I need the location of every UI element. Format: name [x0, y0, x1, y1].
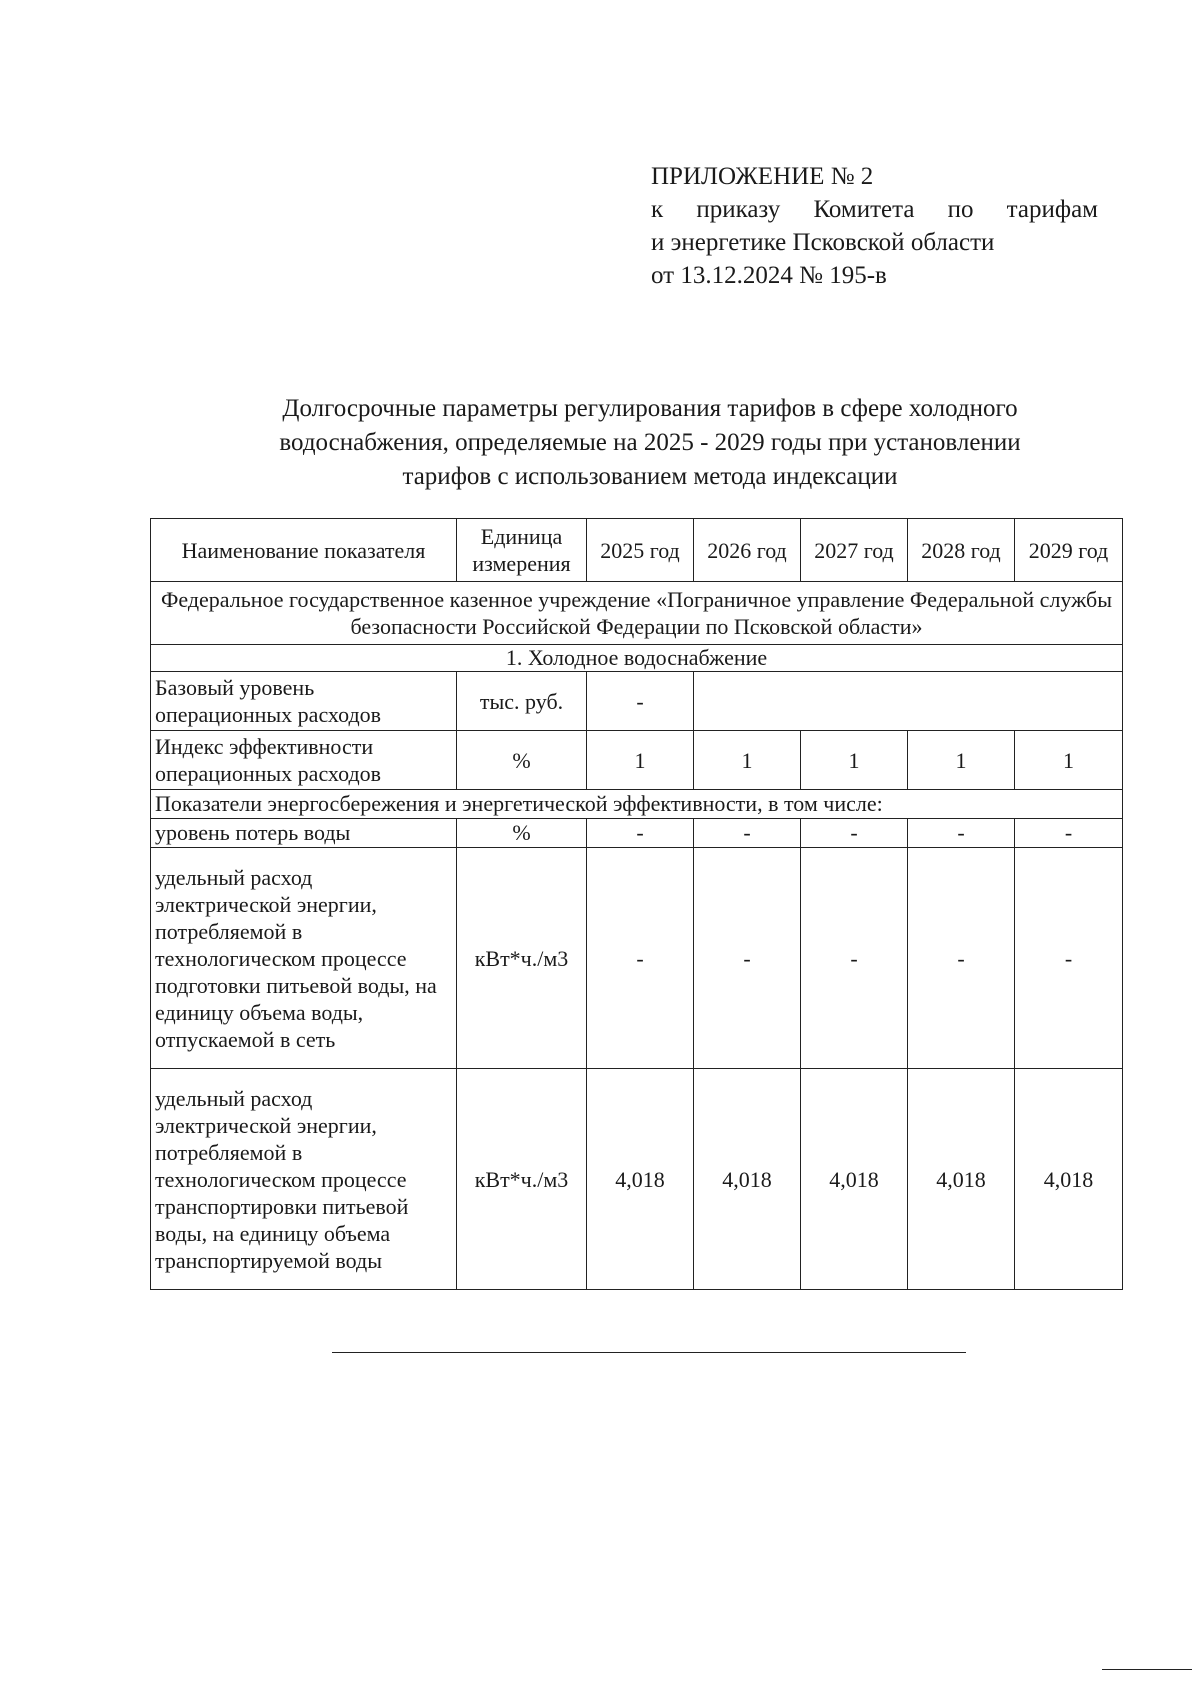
- header-unit: Единица измерения: [457, 519, 587, 582]
- row-name-energy-transport: удельный расход электрической энергии, потребляемой в технологическом процессе транспортировки питьевой воды, на единицу объема транспортируемой воды: [151, 1069, 457, 1290]
- value-2025: -: [587, 819, 694, 848]
- title-line-1: Долгосрочные параметры регулирования тарифов в сфере холодного: [282, 395, 1018, 422]
- row-name-energy-preparation: удельный расход электрической энергии, потребляемой в технологическом процессе подготовки питьевой воды, на единицу объема воды, отпускаемой в сеть: [151, 848, 457, 1069]
- value-2025: 4,018: [587, 1069, 694, 1290]
- header-year-2028: 2028 год: [908, 519, 1015, 582]
- header-year-2025: 2025 год: [587, 519, 694, 582]
- appendix-committee: и энергетике Псковской области: [651, 229, 995, 256]
- organization-name: Федеральное государственное казенное учреждение «Пограничное управление Федеральной службы безопасности Российской Федерации по Псковской области»: [151, 582, 1123, 645]
- section-title: 1. Холодное водоснабжение: [151, 645, 1123, 672]
- value-2028: -: [908, 819, 1015, 848]
- table-row: [151, 1069, 1123, 1290]
- value-2026: 1: [694, 731, 801, 790]
- value-2027: 1: [801, 731, 908, 790]
- closing-rule: [332, 1352, 966, 1353]
- table-row: [151, 672, 1123, 731]
- table-row-section: [151, 645, 1123, 672]
- title-line-3: тарифов с использованием метода индексации: [402, 463, 898, 490]
- value-2025: -: [587, 672, 694, 731]
- row-unit: кВт*ч./м3: [457, 848, 587, 1069]
- title-line-2: водоснабжения, определяемые на 2025 - 2029 годы при установлении: [279, 429, 1021, 456]
- parameters-table: [150, 518, 1123, 1290]
- value-2029: -: [1015, 848, 1123, 1069]
- value-2025: -: [587, 848, 694, 1069]
- value-2026: -: [694, 819, 801, 848]
- table-row: [151, 848, 1123, 1069]
- value-2026-2029-merged: [694, 672, 1123, 731]
- value-2028: 4,018: [908, 1069, 1015, 1290]
- table-row: [151, 819, 1123, 848]
- corner-rule: [1102, 1669, 1192, 1670]
- value-2027: -: [801, 819, 908, 848]
- row-unit: %: [457, 731, 587, 790]
- row-unit: кВт*ч./м3: [457, 1069, 587, 1290]
- value-2026: -: [694, 848, 801, 1069]
- table-row: [151, 731, 1123, 790]
- value-2027: -: [801, 848, 908, 1069]
- value-2029: -: [1015, 819, 1123, 848]
- header-name: Наименование показателя: [151, 519, 457, 582]
- value-2029: 1: [1015, 731, 1123, 790]
- appendix-date: от 13.12.2024 № 195-в: [651, 262, 887, 289]
- value-2028: -: [908, 848, 1015, 1069]
- table-row-energy-header: [151, 790, 1123, 819]
- row-unit: тыс. руб.: [457, 672, 587, 731]
- value-2027: 4,018: [801, 1069, 908, 1290]
- row-name-water-loss: уровень потерь воды: [151, 819, 457, 848]
- row-unit: %: [457, 819, 587, 848]
- row-name-efficiency-index: Индекс эффективности операционных расходов: [151, 731, 457, 790]
- value-2025: 1: [587, 731, 694, 790]
- header-year-2027: 2027 год: [801, 519, 908, 582]
- value-2029: 4,018: [1015, 1069, 1123, 1290]
- table-header-row: [151, 519, 1123, 582]
- appendix-number: ПРИЛОЖЕНИЕ № 2: [651, 163, 874, 190]
- value-2028: 1: [908, 731, 1015, 790]
- value-2026: 4,018: [694, 1069, 801, 1290]
- appendix-order-ref: к приказу Комитета по тарифам: [651, 196, 1098, 223]
- table-row-organization: [151, 582, 1123, 645]
- appendix-block: [651, 160, 1098, 292]
- row-name-base-opex: Базовый уровень операционных расходов: [151, 672, 457, 731]
- header-year-2029: 2029 год: [1015, 519, 1123, 582]
- header-year-2026: 2026 год: [694, 519, 801, 582]
- energy-indicators-header: Показатели энергосбережения и энергетической эффективности, в том числе:: [151, 790, 1123, 819]
- document-title: [190, 392, 1110, 494]
